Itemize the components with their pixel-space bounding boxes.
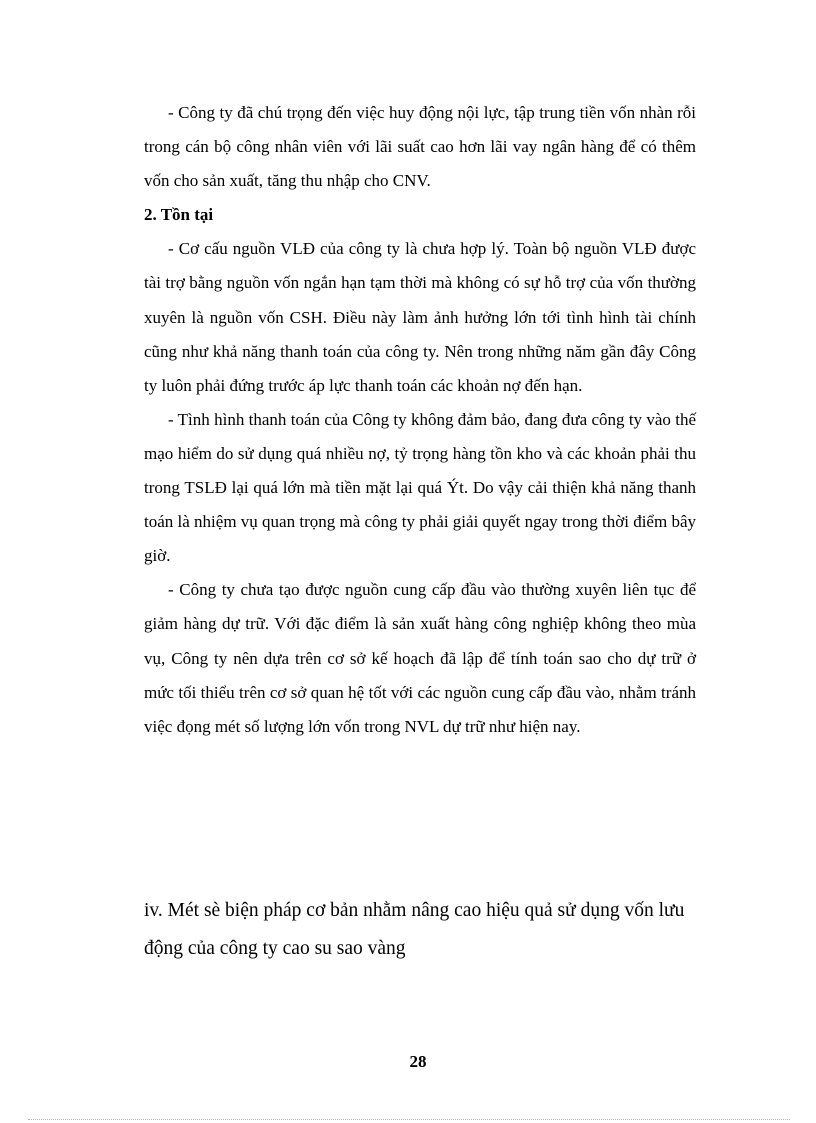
- paragraph-capital-structure: - Cơ cấu nguồn VLĐ của công ty là chưa hợp lý. Toàn bộ nguồn VLĐ được tài trợ bằng nguồn vốn ngắn hạn tạm thời mà không có sự hỗ trợ của vốn thường xuyên là nguồn vốn CSH. Điều này làm ảnh hưởng lớn tới tình hình tài chính cũng như khả năng thanh toán của công ty. Nên trong những năm gần đây Công ty luôn phải đứng trước áp lực thanh toán các khoản nợ đến hạn.: [144, 239, 696, 395]
- footer-divider: [28, 1119, 790, 1120]
- paragraph-supply-sources: - Công ty chưa tạo được nguồn cung cấp đầu vào thường xuyên liên tục để giảm hàng dự trữ. Với đặc điểm là sản xuất hàng công nghiệp không theo mùa vụ, Công ty nên dựa trên cơ sở kế hoạch đã lập để tính toán sao cho dự trữ ở mức tối thiểu trên cơ sở quan hệ tốt với các nguồn cung cấp đầu vào, nhằm tránh việc đọng mét số lượng lớn vốn trong NVL dự trữ như hiện nay.: [144, 580, 696, 736]
- paragraph-internal-capital: - Công ty đã chú trọng đến việc huy động nội lực, tập trung tiền vốn nhàn rỗi trong cán bộ công nhân viên với lãi suất cao hơn lãi vay ngân hàng để có thêm vốn cho sản xuất, tăng thu nhập cho CNV.: [144, 103, 696, 191]
- section-heading: iv. Mét sè biện pháp cơ bản nhằm nâng cao hiệu quả sử dụng vốn lưu động của công ty cao su sao vàng: [144, 900, 685, 959]
- paragraph-payment-situation: - Tình hình thanh toán của Công ty không đảm bảo, đang đưa công ty vào thế mạo hiểm do sử dụng quá nhiều nợ, tỷ trọng hàng tồn kho và các khoản phải thu trong TSLĐ lại quá lớn mà tiền mặt lại quá Ýt. Do vậy cải thiện khả năng thanh toán là nhiệm vụ quan trọng mà công ty phải giải quyết ngay trong thời điểm bây giờ.: [144, 409, 696, 566]
- subheading-ton-tai: 2. Tồn tại: [144, 205, 214, 225]
- body-text: [144, 96, 696, 744]
- page-number: 28: [409, 1052, 427, 1071]
